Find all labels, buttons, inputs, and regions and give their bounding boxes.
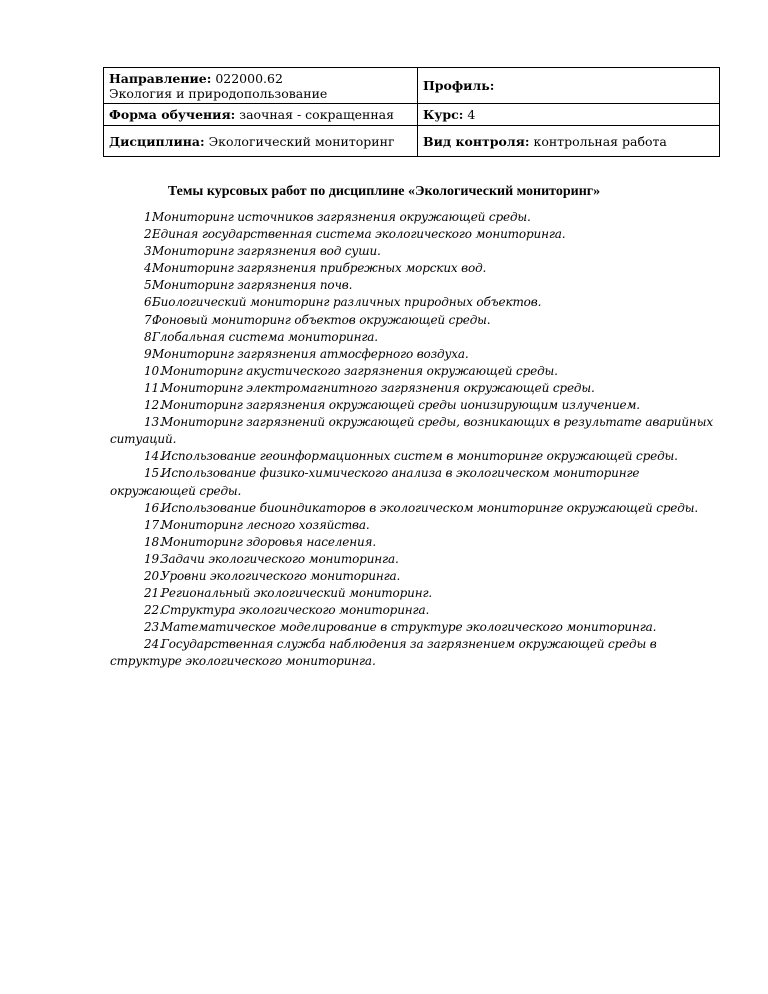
direction-cell [104,68,418,104]
profile-cell [418,68,720,104]
list-item-text: Фоновый мониторинг объектов окружающей среды. [152,312,491,327]
list-item-number: 21. [144,586,163,601]
list-item [110,551,720,568]
list-item-text: Региональный экологический мониторинг. [161,586,433,601]
list-item [110,277,720,294]
list-item-number: 17. [144,517,163,532]
list-item-text: Использование физико-химического анализа в экологическом мониторинге окружающей среды. [110,466,640,498]
list-item-text: Структура экологического мониторинга. [161,603,430,618]
list-item-text: Мониторинг загрязнения вод суши. [152,244,381,259]
list-item [110,380,720,397]
list-item-number: 10. [144,363,163,378]
list-item-number: 19. [144,551,163,566]
list-item-text: Государственная служба наблюдения за загрязнением окружающей среды в структуре экологического мониторинга. [110,637,657,669]
list-item-text: Мониторинг загрязнений окружающей среды, возникающих в результате аварийных ситуаций. [110,415,713,447]
list-item-text: Единая государственная система экологического мониторинга. [152,227,566,242]
list-item-number: 18. [144,534,163,549]
study-form-value: заочная - сокращенная [239,107,394,122]
header-row-study-form [104,104,720,126]
list-item-text: Мониторинг загрязнения прибрежных морских вод. [152,261,487,276]
list-item [110,294,720,311]
list-item [110,346,720,363]
list-item [110,534,720,551]
list-item [110,209,720,226]
list-item-number: 15. [144,466,163,481]
list-item-number: 16. [144,500,163,515]
list-item [110,397,720,414]
list-item [110,517,720,534]
list-item [110,602,720,619]
list-item-number: 13. [144,415,163,430]
list-item-text: Глобальная система мониторинга. [152,329,378,344]
list-item [110,243,720,260]
list-item-text: Уровни экологического мониторинга. [161,568,401,583]
discipline-value: Экологический мониторинг [208,133,395,149]
list-item [110,312,720,329]
list-item-number: 24. [144,637,163,652]
list-item-text: Использование биоиндикаторов в экологическом мониторинге окружающей среды. [161,500,699,515]
list-item-text: Мониторинг источников загрязнения окружающей среды. [152,210,531,224]
list-item [110,636,720,670]
list-item-number: 14. [144,449,163,464]
header-row-discipline [104,126,720,157]
profile-label: Профиль: [423,78,495,93]
list-item [110,226,720,243]
list-item-number: 6. [144,295,156,310]
list-item-number: 2. [144,227,156,242]
course-value: 4 [467,107,476,122]
list-item-text: Мониторинг электромагнитного загрязнения окружающей среды. [161,380,595,395]
list-item [110,260,720,277]
topics-list [110,209,720,671]
study-form-cell [104,104,418,126]
list-item-number: 4. [144,261,156,276]
control-value: контрольная работа [533,133,667,149]
list-item-number: 7. [144,312,156,327]
list-item-number: 3. [144,244,156,259]
list-item-text: Мониторинг загрязнения окружающей среды ионизирующим излучением. [161,398,640,413]
topics-title: Темы курсовых работ по дисциплине «Экологический мониторинг» [167,184,601,199]
control-cell [418,126,720,157]
discipline-cell [104,126,418,157]
list-item-number: 12. [144,398,163,413]
study-form-label: Форма обучения: [109,107,236,122]
list-item-text: Мониторинг загрязнения почв. [152,278,353,293]
list-item-number: 11. [144,380,163,395]
list-item-text: Мониторинг лесного хозяйства. [161,517,370,532]
list-item-text: Мониторинг здоровья населения. [161,534,377,549]
control-label: Вид контроля: [423,133,530,149]
list-item [110,329,720,346]
list-item [110,414,720,448]
list-item-text: Задачи экологического мониторинга. [161,551,399,566]
list-item-number: 20. [144,568,163,583]
list-item [110,363,720,380]
discipline-label: Дисциплина: [109,133,205,149]
list-item-text: Математическое моделирование в структуре экологического мониторинга. [161,620,657,635]
direction-code: 022000.62 [215,70,283,86]
list-item-text: Биологический мониторинг различных природных объектов. [152,295,542,310]
header-row-direction [104,68,720,104]
list-item [110,619,720,636]
list-item-text: Мониторинг акустического загрязнения окружающей среды. [161,363,558,378]
list-item-text: Использование геоинформационных систем в мониторинге окружающей среды. [161,449,678,464]
course-cell [418,104,720,126]
list-item-number: 9. [144,346,156,361]
list-item [110,465,720,499]
list-item [110,448,720,465]
list-item-number: 8. [144,329,156,344]
list-item [110,568,720,585]
course-label: Курс: [423,107,464,122]
list-item-number: 23. [144,620,163,635]
list-item-number: 1. [144,210,156,224]
list-item-number: 22. [144,603,163,618]
direction-label: Направление: [109,70,212,86]
list-item [110,500,720,517]
header-table [103,67,720,157]
direction-name: Экология и природопользование [109,85,328,101]
list-item-text: Мониторинг загрязнения атмосферного воздуха. [152,346,469,361]
list-item [110,585,720,602]
list-item-number: 5. [144,278,156,293]
